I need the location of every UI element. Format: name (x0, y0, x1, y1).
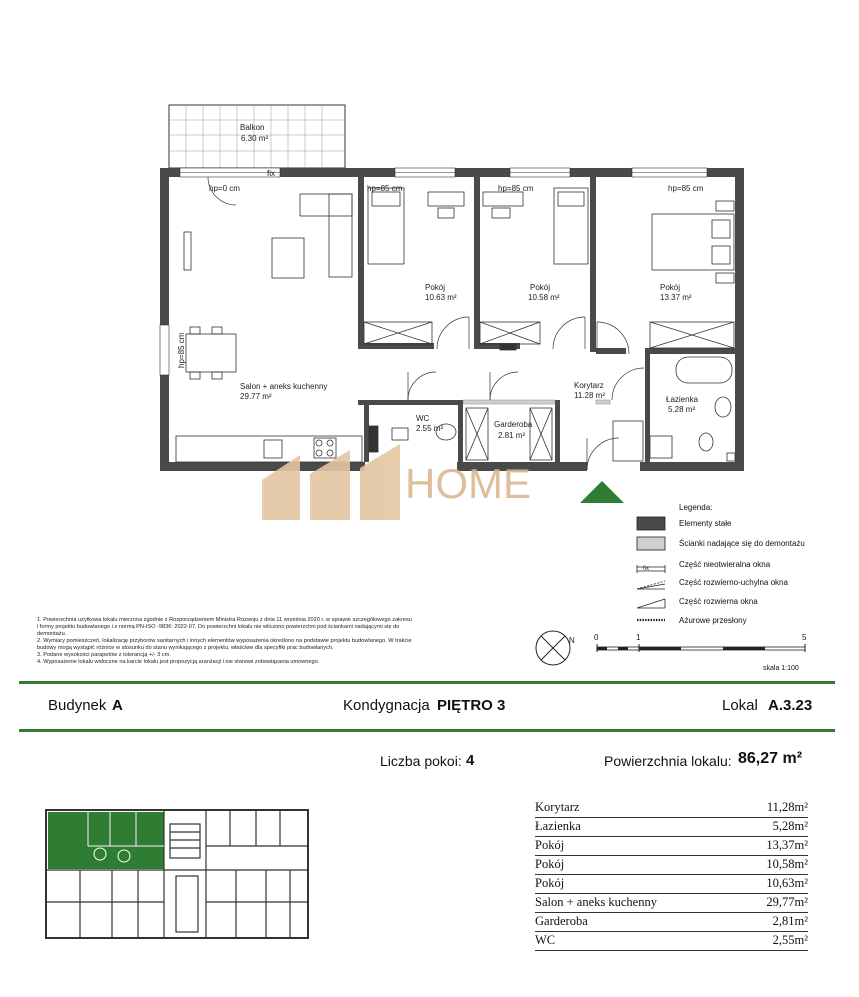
footnote-line: 3. Podane wysokości parapetów z tolerancją +/- 3 cm. (37, 652, 171, 658)
room-label-wc (416, 414, 443, 433)
legend-demountable-swatch (637, 537, 665, 550)
room-area-cell: 29,77m² (739, 894, 808, 913)
annot-fix: fix (267, 169, 275, 178)
total-area-label: Powierzchnia lokalu: (604, 753, 732, 769)
room-label-pokoj-1 (425, 283, 457, 302)
room-name-cell: Pokój (535, 875, 739, 894)
footnotes (37, 617, 507, 666)
svg-text:1: 1 (636, 633, 641, 642)
rooms-count-label: Liczba pokoi: (380, 753, 462, 769)
room-area-cell: 10,63m² (739, 875, 808, 894)
legend-symbols (636, 513, 676, 625)
compass-icon (531, 626, 579, 674)
inner-walls (358, 177, 735, 462)
watermark-logo (262, 444, 400, 520)
room-label-garderoba (494, 420, 533, 440)
legend-item-tilt-turn: Część rozwierno-uchylna okna (679, 578, 788, 587)
svg-text:Pokój: Pokój (660, 283, 681, 292)
svg-text:Garderoba: Garderoba (494, 420, 533, 429)
annot-hp85c: hp=85 cm (668, 184, 704, 193)
floor-label: Kondygnacja (343, 697, 430, 714)
svg-text:Korytarz: Korytarz (574, 381, 604, 390)
svg-text:10.63 m²: 10.63 m² (425, 293, 457, 302)
footnote-line: budowy mogą wystąpić różnice w stosunku do stanu wynikającego z projektu, właściwe dla specyfiki prac budowlanych. (37, 645, 334, 651)
svg-text:13.37 m²: 13.37 m² (660, 293, 692, 302)
furniture (176, 188, 735, 462)
room-label-pokoj-2 (528, 283, 560, 302)
table-row (535, 894, 808, 913)
table-row (535, 875, 808, 894)
unit-highlight (48, 812, 164, 869)
svg-text:11.28 m²: 11.28 m² (574, 391, 605, 400)
room-area-cell: 10,58m² (739, 856, 808, 875)
divider-bottom (19, 729, 835, 732)
room-label-pokoj-3 (660, 283, 692, 302)
legend-title: Legenda: (679, 503, 713, 512)
watermark-text: HOME (405, 460, 531, 507)
legend-casement-icon (637, 599, 665, 608)
scale-bar (590, 630, 820, 680)
footnote-line: demontażu. (37, 631, 67, 637)
svg-text:5.28 m²: 5.28 m² (668, 405, 696, 414)
room-name-cell: Salon + aneks kuchenny (535, 894, 739, 913)
svg-text:0: 0 (594, 633, 599, 642)
unit-label: Lokal (722, 697, 758, 714)
svg-text:N: N (569, 636, 575, 645)
annot-hp0: hp=0 cm (209, 184, 240, 193)
svg-text:2.81 m²: 2.81 m² (498, 431, 526, 440)
legend-item-screen: Ażurowe przesłony (679, 616, 747, 625)
legend-item-demountable: Ścianki nadające się do demontażu (679, 539, 805, 548)
svg-text:WC: WC (416, 414, 430, 423)
room-name-cell: Łazienka (535, 818, 739, 837)
room-area-cell: 2,55m² (739, 932, 808, 951)
svg-text:Salon + aneks kuchenny: Salon + aneks kuchenny (240, 382, 328, 391)
room-name-cell: Garderoba (535, 913, 739, 932)
svg-text:Pokój: Pokój (530, 283, 551, 292)
table-row (535, 799, 808, 818)
footnote-line: 2. Wymiary pomieszczeń, lokalizację przyborów sanitarnych i innych elementów wyposażenia określono na podstawie projektu budowlanego. W trakcie (37, 638, 412, 644)
footnote-line: 1. Powierzchnia użytkowa lokalu mierzona zgodnie z Rozporządzeniem Ministra Rozwoju z dnia 11 września 2020 r. w sprawie szczegółowego zakresu (37, 617, 412, 623)
table-row (535, 818, 808, 837)
room-label-korytarz (574, 381, 605, 400)
room-label-salon (240, 382, 327, 401)
room-area-cell: 13,37m² (739, 837, 808, 856)
room-area-cell: 11,28m² (739, 799, 808, 818)
room-area-table (535, 799, 808, 951)
divider-top (19, 681, 835, 684)
svg-text:29.77 m²: 29.77 m² (240, 392, 272, 401)
scale-label: skala 1:100 (763, 665, 799, 672)
svg-text:Balkon: Balkon (240, 123, 265, 132)
svg-text:2.55 m²: 2.55 m² (416, 424, 444, 433)
rooms-count-value: 4 (466, 752, 475, 769)
building-label: Budynek (48, 697, 107, 714)
building-key-plan (40, 806, 312, 942)
legend-fixed-window-icon (637, 565, 665, 573)
annot-hp85a: hp=85 cm (367, 184, 403, 193)
room-name-cell: Pokój (535, 837, 739, 856)
room-name-cell: WC (535, 932, 739, 951)
room-name-cell: Korytarz (535, 799, 739, 818)
legend-item-fixed-window: Część nieotwieralna okna (679, 560, 771, 569)
room-area-cell: 2,81m² (739, 913, 808, 932)
room-area-cell: 5,28m² (739, 818, 808, 837)
svg-text:5: 5 (802, 633, 807, 642)
svg-text:fix: fix (643, 566, 649, 572)
legend-item-casement: Część rozwierna okna (679, 597, 758, 606)
table-row (535, 837, 808, 856)
footnote-line: 4. Wyposażenie lokalu widoczne na karcie lokalu jest propozycją aranżacji i nie stanowi zobowiązania umownego. (37, 659, 320, 665)
footnote-line: i formy projektu budowlanego i z normą PN-ISO -9836: 2022-07. Do powierzchni lokalu nie wliczono powierzchni pod ściankami nadającymi się do (37, 624, 400, 630)
svg-text:Pokój: Pokój (425, 283, 446, 292)
building-value: A (112, 697, 123, 714)
svg-text:Łazienka: Łazienka (666, 395, 699, 404)
entrance-marker (580, 481, 624, 503)
table-row (535, 932, 808, 951)
annot-hp85d: hp=85 cm (177, 332, 186, 368)
legend-fixed-swatch (637, 517, 665, 530)
svg-text:10.58 m²: 10.58 m² (528, 293, 560, 302)
table-row (535, 856, 808, 875)
unit-value: A.3.23 (768, 697, 813, 714)
total-area-value: 86,27 m² (738, 750, 803, 767)
room-name-cell: Pokój (535, 856, 739, 875)
legend-item-fixed: Elementy stałe (679, 519, 732, 528)
floor-value: PIĘTRO 3 (437, 697, 506, 714)
legend-tilt-turn-icon (637, 581, 665, 589)
table-row (535, 913, 808, 932)
room-label-lazienka (666, 395, 699, 414)
annot-hp85b: hp=85 cm (498, 184, 534, 193)
svg-text:6.30 m²: 6.30 m² (241, 134, 269, 143)
